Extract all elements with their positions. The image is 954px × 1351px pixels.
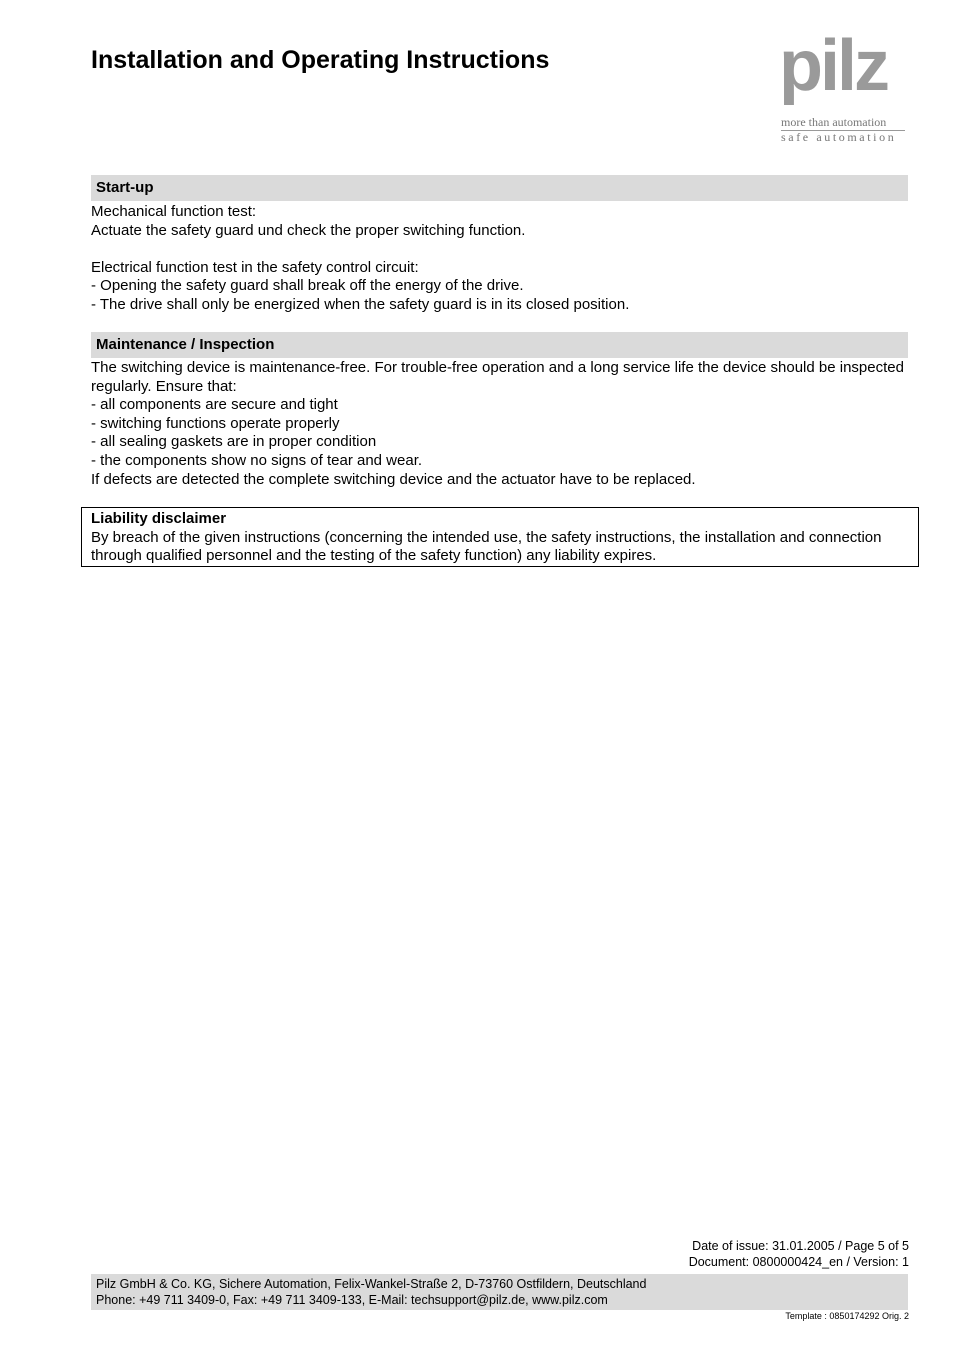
maintenance-intro: The switching device is maintenance-free. For trouble-free operation and a long service life the device should be inspected regularly. Ensure that: — [91, 359, 904, 395]
page-title: Installation and Operating Instructions — [91, 46, 550, 74]
startup-heading: Start-up — [91, 175, 908, 201]
electrical-test-item: - The drive shall only be energized when the safety guard is in its closed position. — [91, 295, 630, 313]
footer-company: Pilz GmbH & Co. KG, Sichere Automation, Felix-Wankel-Straße 2, D-73760 Ostfildern, Deutschland — [96, 1277, 647, 1291]
document-number: Document: 0800000424_en / Version: 1 — [688, 1254, 909, 1269]
template-reference: Template : 0850174292 Orig. 2 — [785, 1311, 909, 1321]
company-footer — [91, 1274, 908, 1310]
liability-disclaimer-box — [81, 507, 919, 567]
logo-wordmark: pilz — [779, 26, 887, 106]
paragraph-gap — [91, 240, 911, 259]
footer-contact: Phone: +49 711 3409-0, Fax: +49 711 3409-133, E-Mail: techsupport@pilz.de, www.pilz.com — [96, 1292, 608, 1307]
startup-body — [91, 203, 911, 315]
disclaimer-text: By breach of the given instructions (concerning the intended use, the safety instructions, the installation and connection through qualified personnel and the testing of the safety function) any liability expires. — [91, 528, 882, 565]
pilz-logo — [779, 26, 907, 144]
issue-info — [689, 1239, 909, 1270]
maintenance-item: - all components are secure and tight — [91, 396, 338, 414]
maintenance-closing: If defects are detected the complete switching device and the actuator have to be replaced. — [91, 470, 696, 488]
maintenance-heading: Maintenance / Inspection — [91, 332, 908, 358]
maintenance-body — [91, 359, 911, 489]
maintenance-item: - all sealing gaskets are in proper condition — [91, 433, 377, 451]
mechanical-test-title: Mechanical function test: — [91, 203, 257, 220]
maintenance-item: - the components show no signs of tear and wear. — [91, 451, 423, 469]
logo-tagline-primary: more than automation — [781, 115, 887, 129]
logo-tagline-secondary: safe automation — [781, 130, 897, 144]
electrical-test-title: Electrical function test in the safety control circuit: — [91, 258, 419, 276]
maintenance-item: - switching functions operate properly — [91, 414, 340, 432]
disclaimer-title: Liability disclaimer — [91, 510, 227, 527]
issue-date: Date of issue: 31.01.2005 / Page 5 of 5 — [692, 1239, 909, 1253]
mechanical-test-text: Actuate the safety guard und check the proper switching function. — [91, 221, 526, 239]
electrical-test-item: - Opening the safety guard shall break off the energy of the drive. — [91, 277, 524, 295]
